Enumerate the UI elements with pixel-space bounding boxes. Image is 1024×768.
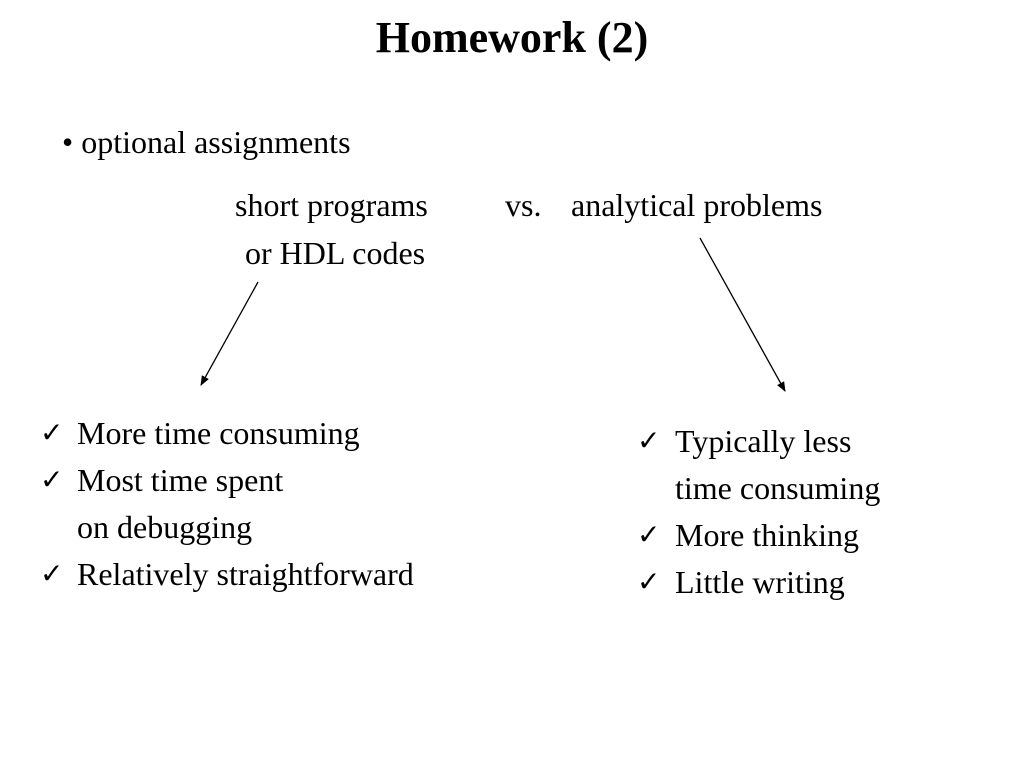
left-arrow — [201, 282, 258, 385]
list-item — [40, 457, 414, 551]
list-item-text: Relatively straightforward — [77, 556, 414, 592]
right-heading: analytical problems — [571, 187, 823, 223]
list-item — [40, 410, 414, 457]
list-item-text: More time consuming — [77, 415, 360, 451]
checkmark-icon: ✓ — [40, 465, 64, 496]
checkmark-icon: ✓ — [40, 559, 64, 590]
list-item-text-continued: time consuming — [675, 470, 881, 506]
list-item — [637, 418, 880, 512]
left-heading-line2: or HDL codes — [245, 235, 426, 271]
right-checklist — [637, 418, 880, 606]
checkmark-icon: ✓ — [637, 520, 661, 551]
checkmark-icon: ✓ — [637, 426, 661, 457]
left-checklist — [40, 410, 414, 598]
list-item — [637, 559, 880, 606]
list-item-text: More thinking — [675, 517, 859, 553]
list-item-text: Typically less — [675, 423, 852, 459]
slide-title: Homework (2) — [375, 13, 649, 62]
list-item-text: Most time spent — [77, 462, 284, 498]
checkmark-icon: ✓ — [637, 567, 661, 598]
list-item — [40, 551, 414, 598]
list-item-text: Little writing — [675, 564, 845, 600]
checkmark-icon: ✓ — [40, 418, 64, 449]
list-item — [637, 512, 880, 559]
left-heading: short programs — [235, 187, 428, 223]
bullet-optional-assignments: • optional assignments — [62, 124, 351, 160]
list-item-text-continued: on debugging — [77, 509, 253, 545]
vs-label: vs. — [505, 187, 542, 223]
right-arrow — [700, 238, 785, 391]
